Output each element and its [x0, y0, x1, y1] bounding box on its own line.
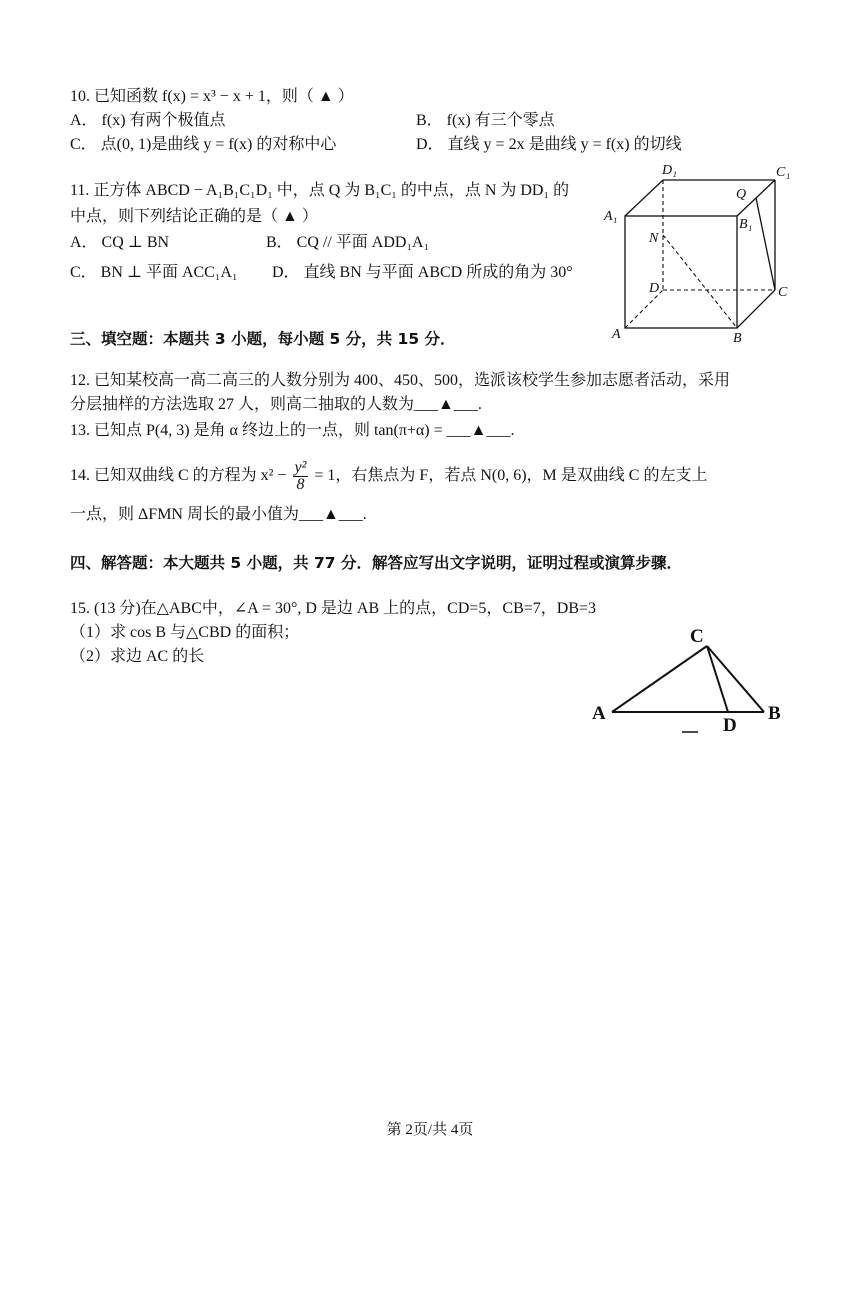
triangle-label-c: C	[690, 626, 704, 647]
q15-part1: （1）求 cos B 与△CBD 的面积；	[70, 624, 300, 641]
q14-post: = 1，右焦点为 F，若点 N(0, 6)，M 是双曲线 C 的左支上	[314, 467, 708, 485]
cube-label-d1: D₁	[662, 163, 677, 178]
q11-option-d: D． 直线 BN 与平面 ABCD 所成的角为 30°	[272, 264, 573, 281]
q11-stem-line2: 中点，则下列结论正确的是（ ▲ ）	[70, 208, 318, 225]
q11-option-b: B． CQ // 平面 ADD₁A₁	[266, 234, 430, 251]
cube-label-d: D	[649, 281, 660, 296]
cube-label-n: N	[649, 231, 659, 246]
q14-pre: 14. 已知双曲线 C 的方程为 x² −	[70, 467, 287, 485]
triangle-label-a: A	[592, 703, 606, 724]
q10-stem: 10. 已知函数 f(x) = x³ − x + 1，则（ ▲ ）	[70, 88, 354, 105]
q10-option-b: B． f(x) 有三个零点	[416, 112, 555, 129]
cube-label-q: Q	[736, 187, 747, 202]
q15-part2: （2）求边 AC 的长	[70, 648, 205, 665]
section-4-heading: 四、解答题：本大题共 5 小题，共 77 分．解答应写出文字说明，证明过程或演算步骤．	[70, 554, 682, 572]
cube-figure	[600, 158, 800, 348]
q14-frac-num: y²	[294, 459, 307, 476]
q14-frac-den: 8	[296, 476, 305, 493]
q13-line: 13. 已知点 P(4, 3) 是角 α 终边上的一点，则 tan(π+α) = ___▲___.	[70, 422, 515, 439]
q14-line1	[70, 460, 707, 493]
q12-line1: 12. 已知某校高一高二高三的人数分别为 400、450、500，选派该校学生参加志愿者活动，采用	[70, 372, 731, 389]
q11-option-a: A． CQ ⊥ BN	[70, 234, 170, 251]
q14-line2: 一点，则 ΔFMN 周长的最小值为___▲___.	[70, 506, 367, 523]
q10-option-a: A． f(x) 有两个极值点	[70, 112, 226, 129]
triangle-label-d: D	[723, 715, 737, 736]
cube-label-a: A	[612, 327, 621, 342]
cube-label-a1: A₁	[604, 209, 618, 224]
cube-label-c1: C₁	[776, 165, 791, 180]
cube-label-c: C	[778, 285, 788, 300]
page-footer: 第 2页/共 4页	[386, 1122, 474, 1138]
q10-option-c: C． 点(0, 1)是曲线 y = f(x) 的对称中心	[70, 136, 337, 153]
q11-option-c: C． BN ⊥ 平面 ACC₁A₁	[70, 264, 238, 281]
q11-stem-line1: 11. 正方体 ABCD − A₁B₁C₁D₁ 中，点 Q 为 B₁C₁ 的中点，点 N 为 DD₁ 的	[70, 182, 570, 199]
q15-stem: 15. (13 分)在△ABC中，∠A = 30°, D 是边 AB 上的点，CD=5，CB=7，DB=3	[70, 600, 597, 617]
q12-line2: 分层抽样的方法选取 27 人，则高二抽取的人数为___▲___.	[70, 396, 482, 413]
section-3-heading: 三、填空题：本题共 3 小题，每小题 5 分，共 15 分．	[70, 330, 456, 348]
q14-fraction	[293, 460, 309, 493]
triangle-label-b: B	[768, 703, 781, 724]
q10-option-d: D． 直线 y = 2x 是曲线 y = f(x) 的切线	[416, 136, 682, 153]
cube-label-b1: B₁	[739, 217, 753, 232]
cube-label-b: B	[733, 331, 742, 346]
triangle-figure	[588, 620, 798, 740]
